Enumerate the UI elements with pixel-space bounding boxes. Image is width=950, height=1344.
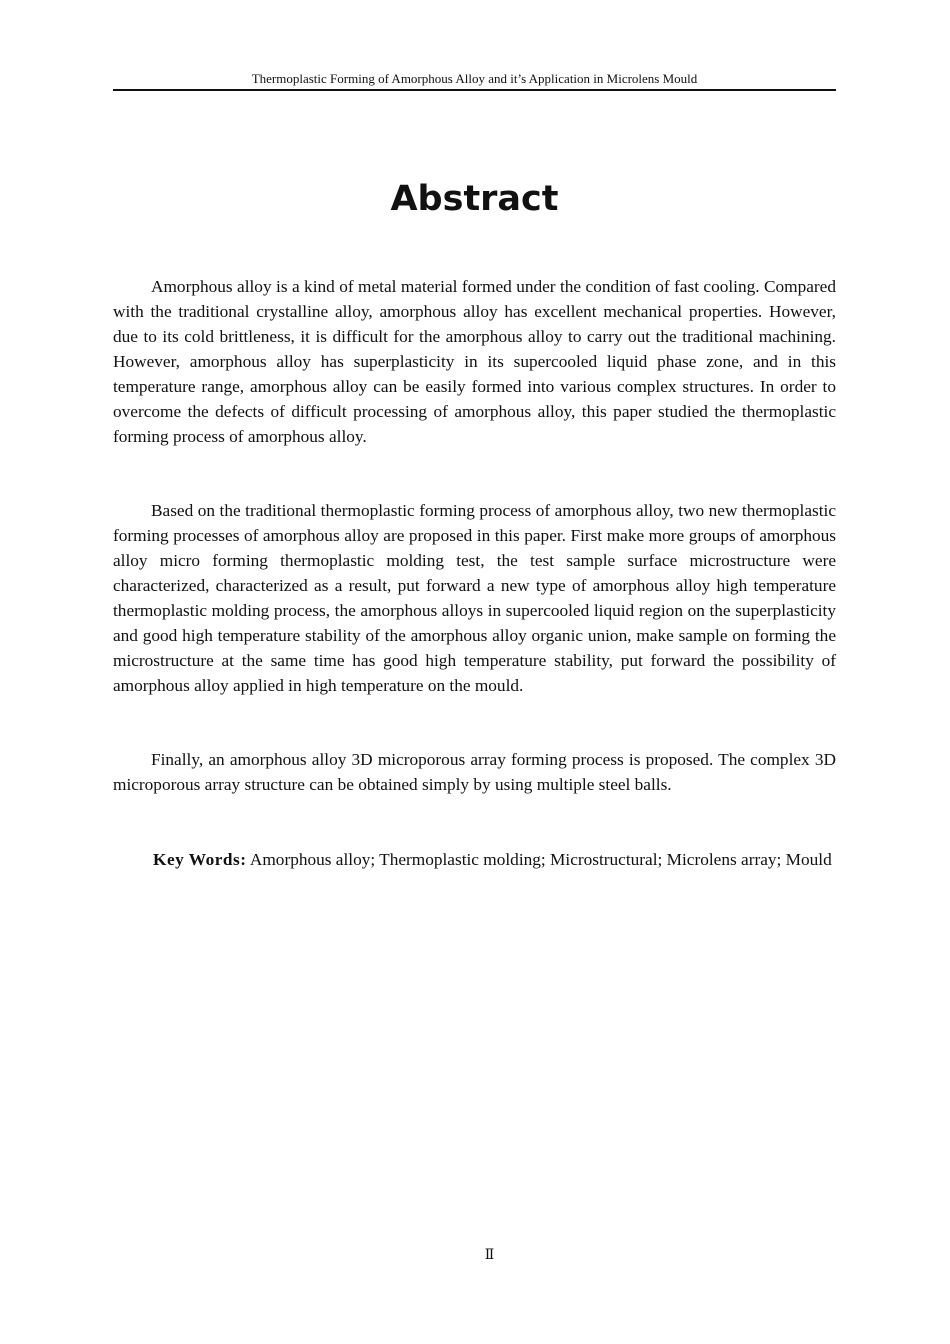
keywords-line [113, 847, 836, 872]
abstract-paragraph-2: Based on the traditional thermoplastic forming process of amorphous alloy, two new thermoplastic forming processes of amorphous alloy are proposed in this paper. First make more groups of amorphous alloy micro forming thermoplastic molding test, the test sample surface microstructure were characterized, characterized as a result, put forward a new type of amorphous alloy high temperature thermoplastic molding process, the amorphous alloys in supercooled liquid region on the superplasticity and good high temperature stability of the amorphous alloy organic union, make sample on forming the microstructure at the same time has good high temperature stability, put forward the possibility of amorphous alloy applied in high temperature on the mould. [113, 501, 836, 695]
abstract-paragraph-1: Amorphous alloy is a kind of metal material formed under the condition of fast cooling. Compared with the traditional crystalline alloy, amorphous alloy has excellent mechanical properties. However, due to its cold brittleness, it is difficult for the amorphous alloy to carry out the traditional machining. However, amorphous alloy has superplasticity in its supercooled liquid phase zone, and in this temperature range, amorphous alloy can be easily formed into various complex structures. In order to overcome the defects of difficult processing of amorphous alloy, this paper studied the thermoplastic forming process of amorphous alloy. [113, 277, 836, 446]
page-title: Abstract [390, 179, 559, 219]
running-header: Thermoplastic Forming of Amorphous Alloy and it’s Application in Microlens Mould [113, 70, 836, 91]
abstract-paragraph-3: Finally, an amorphous alloy 3D microporous array forming process is proposed. The complex 3D microporous array structure can be obtained simply by using multiple steel balls. [113, 750, 836, 794]
keywords-text: Amorphous alloy; Thermoplastic molding; Microstructural; Microlens array; Mould [249, 850, 832, 869]
keywords-label: Key Words: [153, 850, 247, 869]
page-number: Ⅱ [484, 1248, 495, 1263]
